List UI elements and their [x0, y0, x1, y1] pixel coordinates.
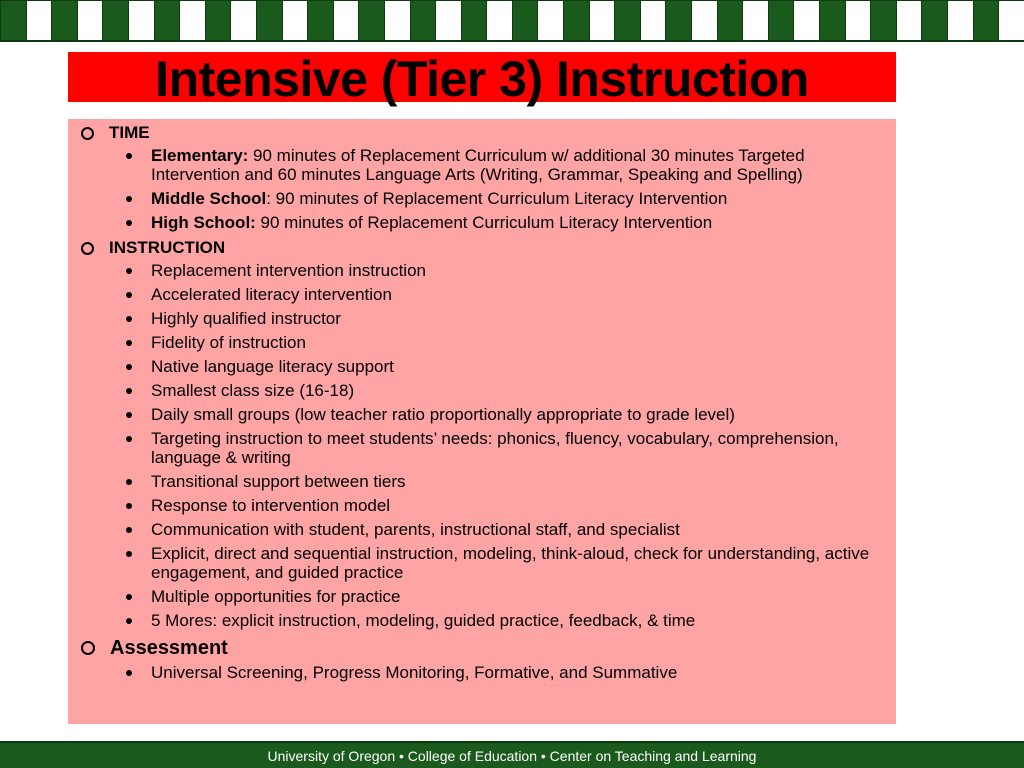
title-band — [68, 51, 896, 107]
stripe-segment — [0, 1, 26, 40]
list-item — [80, 213, 884, 232]
hollow-bullet-icon — [81, 127, 94, 140]
item-text: Universal Screening, Progress Monitoring, Formative, and Summative — [151, 663, 678, 682]
section-heading-text: TIME — [109, 123, 150, 142]
list-item — [80, 309, 884, 328]
list-item — [80, 333, 884, 352]
stripe-segment — [998, 1, 1024, 40]
footer-bar — [0, 741, 1024, 768]
stripe-segment — [77, 1, 103, 40]
item-lead: Elementary: — [151, 146, 249, 165]
bullet-dot-icon — [126, 412, 132, 418]
stripe-segment — [589, 1, 615, 40]
stripe-segment — [563, 1, 589, 40]
item-text: Fidelity of instruction — [151, 333, 306, 352]
stripe-segment — [51, 1, 77, 40]
stripe-segment — [717, 1, 743, 40]
stripe-segment — [845, 1, 871, 40]
item-text: Explicit, direct and sequential instruction, modeling, think-aloud, check for understanding, active engagement, and guided practice — [151, 544, 870, 582]
bullet-dot-icon — [126, 340, 132, 346]
section-heading — [80, 122, 884, 144]
bullet-list — [80, 261, 884, 630]
stripe-segment — [896, 1, 922, 40]
stripe-segment — [333, 1, 359, 40]
item-text: Smallest class size (16-18) — [151, 381, 355, 400]
list-item — [80, 587, 884, 606]
list-item — [80, 261, 884, 280]
list-item — [80, 357, 884, 376]
item-text: 5 Mores: explicit instruction, modeling, guided practice, feedback, & time — [151, 611, 696, 630]
bullet-dot-icon — [126, 618, 132, 624]
item-text: Multiple opportunities for practice — [151, 587, 401, 606]
slide-title: Intensive (Tier 3) Instruction — [155, 51, 809, 107]
section-time — [80, 122, 884, 232]
section-heading-text: Assessment — [110, 637, 228, 659]
item-text: Native language literacy support — [151, 357, 394, 376]
list-item — [80, 520, 884, 539]
bullet-dot-icon — [126, 503, 132, 509]
item-text: Accelerated literacy intervention — [151, 285, 392, 304]
section-heading-text: INSTRUCTION — [109, 238, 226, 257]
item-lead: High School: — [151, 213, 256, 232]
list-item — [80, 429, 884, 467]
stripe-segment — [307, 1, 333, 40]
list-item — [80, 544, 884, 582]
stripe-segment — [742, 1, 768, 40]
stripe-segment — [205, 1, 231, 40]
stripe-segment — [179, 1, 205, 40]
bullet-dot-icon — [126, 594, 132, 600]
bullet-dot-icon — [126, 153, 132, 159]
stripe-segment — [947, 1, 973, 40]
item-text: Response to intervention model — [151, 496, 391, 515]
item-text: Daily small groups (low teacher ratio proportionally appropriate to grade level) — [151, 405, 735, 424]
bullet-dot-icon — [126, 527, 132, 533]
list-item — [80, 405, 884, 424]
stripe-segment — [614, 1, 640, 40]
bullet-dot-icon — [126, 268, 132, 274]
item-text: Targeting instruction to meet students’ needs: phonics, fluency, vocabulary, comprehension, language & writing — [151, 429, 839, 467]
item-lead: Middle School — [151, 189, 267, 208]
stripe-segment — [486, 1, 512, 40]
bullet-dot-icon — [126, 551, 132, 557]
list-item — [80, 611, 884, 630]
bullet-dot-icon — [126, 436, 132, 442]
bullet-dot-icon — [126, 220, 132, 226]
item-text: Replacement intervention instruction — [151, 261, 426, 280]
stripe-segment — [870, 1, 896, 40]
item-text: Communication with student, parents, instructional staff, and specialist — [151, 520, 680, 539]
stripe-segment — [410, 1, 436, 40]
section-heading — [80, 635, 884, 661]
stripe-segment — [768, 1, 794, 40]
content-box — [68, 119, 896, 724]
list-item — [80, 189, 884, 208]
stripe-segment — [921, 1, 947, 40]
item-text: Highly qualified instructor — [151, 309, 341, 328]
bullet-dot-icon — [126, 316, 132, 322]
section-assessment — [80, 635, 884, 682]
stripe-segment — [384, 1, 410, 40]
list-item — [80, 285, 884, 304]
item-text: 90 minutes of Replacement Curriculum Literacy Intervention — [255, 213, 713, 232]
footer-text: University of Oregon • College of Education • Center on Teaching and Learning — [267, 747, 757, 764]
stripe-segment — [665, 1, 691, 40]
bullet-dot-icon — [126, 670, 132, 676]
stripe-segment — [640, 1, 666, 40]
stripe-segment — [358, 1, 384, 40]
bullet-dot-icon — [126, 364, 132, 370]
item-text: 90 minutes of Replacement Curriculum w/ additional 30 minutes Targeted Intervention and 60 minutes Language Arts (Writing, Grammar, Speaking and Spelling) — [151, 146, 805, 184]
list-item — [80, 663, 884, 682]
bullet-list — [80, 146, 884, 232]
list-item — [80, 496, 884, 515]
bullet-dot-icon — [126, 196, 132, 202]
list-item — [80, 381, 884, 400]
list-item — [80, 472, 884, 491]
stripe-segment — [154, 1, 180, 40]
item-text: : 90 minutes of Replacement Curriculum Literacy Intervention — [266, 189, 728, 208]
stripe-segment — [26, 1, 52, 40]
stripe-segment — [973, 1, 999, 40]
section-instruction — [80, 237, 884, 630]
bullet-dot-icon — [126, 388, 132, 394]
stripe-segment — [512, 1, 538, 40]
stripe-segment — [819, 1, 845, 40]
list-item — [80, 146, 884, 184]
bullet-dot-icon — [126, 479, 132, 485]
hollow-bullet-icon — [81, 641, 95, 655]
item-text: Transitional support between tiers — [151, 472, 406, 491]
stripe-segment — [282, 1, 308, 40]
hollow-bullet-icon — [81, 242, 94, 255]
stripe-segment — [435, 1, 461, 40]
stripe-segment — [102, 1, 128, 40]
stripe-segment — [128, 1, 154, 40]
bullet-list — [80, 663, 884, 682]
stripe-segment — [230, 1, 256, 40]
section-heading — [80, 237, 884, 259]
stripe-segment — [256, 1, 282, 40]
stripe-segment — [793, 1, 819, 40]
decorative-stripe-bar — [0, 0, 1024, 42]
stripe-segment — [537, 1, 563, 40]
bullet-dot-icon — [126, 292, 132, 298]
stripe-segment — [461, 1, 487, 40]
stripe-segment — [691, 1, 717, 40]
